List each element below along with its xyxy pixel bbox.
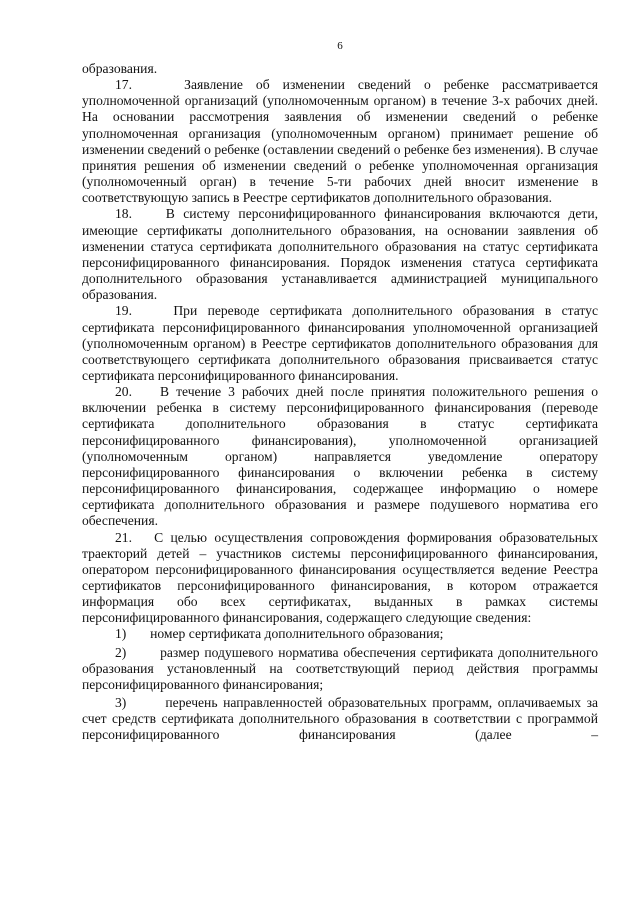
document-page xyxy=(82,0,598,905)
page-number: 6 xyxy=(337,40,343,52)
paragraph-21: 21. С целью осуществления сопровождения формирования образовательных траекторий детей – участников системы персонифицированного финансирования, оператором персонифицированного финансирования осуществляется ведение Реестра сертификатов персонифицированного финансирования, в котором отражается информация обо всех сертификатах, выданных в рамках системы персонифицированного финансирования, содержащего следующие сведения: xyxy=(82,529,598,626)
document-body xyxy=(82,61,598,744)
paragraph-18: 18. В систему персонифицированного финансирования включаются дети, имеющие сертификаты дополнительного образования, на основании заявления об изменении статуса сертификата дополнительного образования на статус сертификата персонифицированного финансирования. Порядок изменения статуса сертификата дополнительного образования устанавливается администрацией муниципального образования. xyxy=(82,206,598,303)
paragraph-17: 17. Заявление об изменении сведений о ребенке рассматривается уполномоченной организаций (уполномоченным органом) в течение 3-х рабочих дней. На основании рассмотрения заявления об изменении сведений о ребенке уполномоченная организация (уполномоченным органом) принимает решение об изменении сведений о ребенке (оставлении сведений о ребенке без изменения). В случае принятия решения об изменении сведений о ребенке уполномоченная организация (уполномоченный орган) в течение 5-ти рабочих дней вносит изменение в соответствующую запись в Реестре сертификатов дополнительного образования. xyxy=(82,77,598,206)
paragraph-19: 19. При переводе сертификата дополнительного образования в статус сертификата персонифицированного финансирования уполномоченной организацией (уполномоченным органом) в Реестре сертификатов дополнительного образования для соответствующего сертификата дополнительного образования присваивается статус сертификата персонифицированного финансирования. xyxy=(82,303,598,383)
paragraph-continuation: образования. xyxy=(82,61,158,76)
list-item-1: 1) номер сертификата дополнительного образования; xyxy=(115,626,444,642)
paragraph-20: 20. В течение 3 рабочих дней после принятия положительного решения о включении ребенка в систему персонифицированного финансирования (переводе сертификата дополнительного образования в статус сертификата персонифицированного финансирования), уполномоченной организацией (уполномоченным органом) направляется уведомление оператору персонифицированного финансирования о включении ребенка в систему персонифицированного финансирования, содержащее информацию о номере сертификата дополнительного образования и размере подушевого норматива его обеспечения. xyxy=(82,384,598,529)
list-item-3: 3) перечень направленностей образовательных программ, оплачиваемых за счет средств сертификата дополнительного образования в соответствии с программой персонифицированного финансирования (далее – xyxy=(82,695,598,743)
list-item-2: 2) размер подушевого норматива обеспечения сертификата дополнительного образования установленный на соответствующий период действия программы персонифицированного финансирования; xyxy=(82,644,598,692)
